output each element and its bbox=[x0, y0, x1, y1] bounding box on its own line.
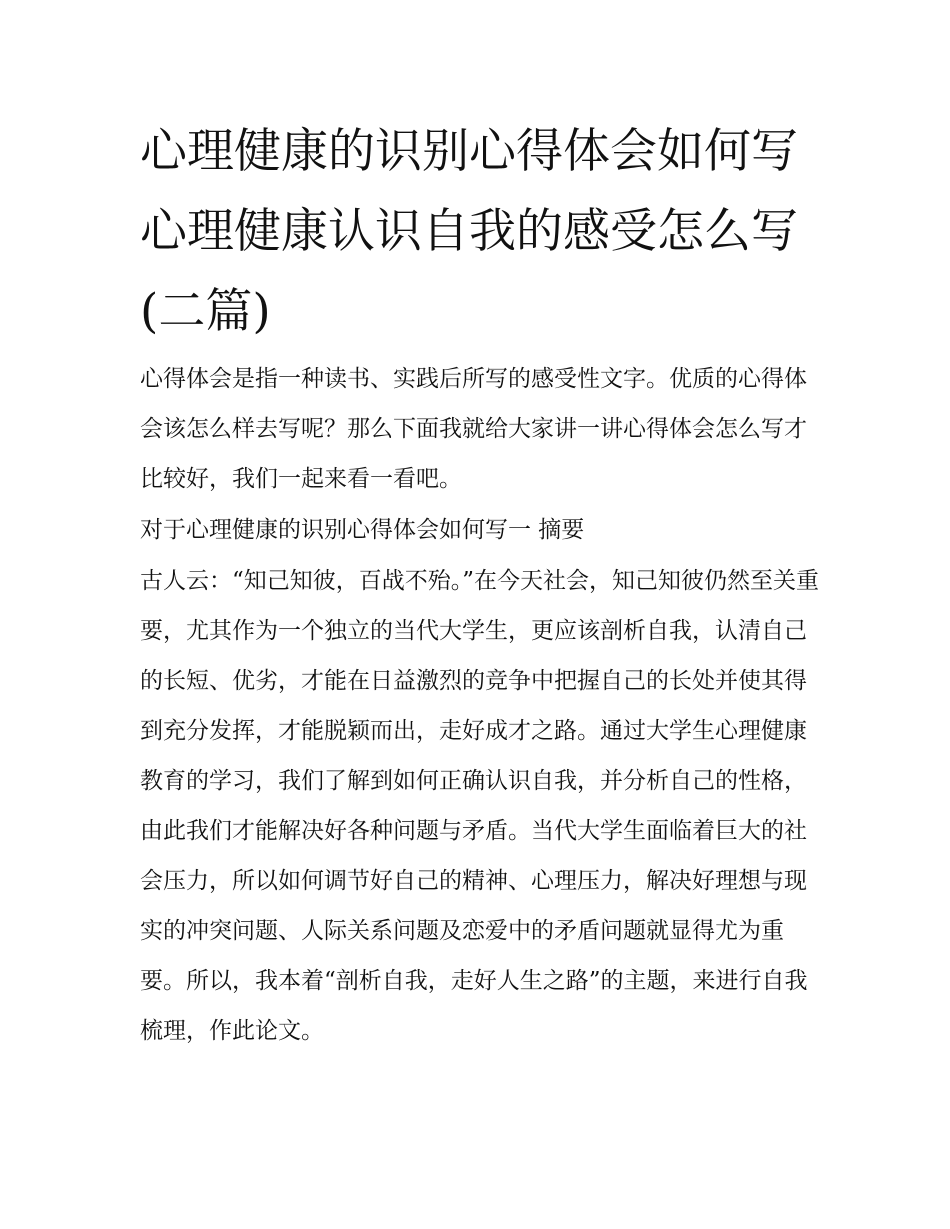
section-heading: 对于心理健康的识别心得体会如何写一 摘要 bbox=[140, 517, 585, 543]
document-title: 心理健康的识别心得体会如何写 心理健康认识自我的感受怎么写(二篇) bbox=[140, 124, 798, 339]
section-body-paragraph: 古人云：“知己知彼，百战不殆。”在今天社会，知己知彼仍然至关重要，尤其作为一个独立的当代大学生，更应该剖析自我，认清自己的长短、优劣，才能在日益激烈的竞争中把握自己的长处并使其得到充分发挥，才能脱颖而出，走好成才之路。通过大学生心理健康教育的学习，我们了解到如何正确认识自我，并分析自己的性格，由此我们才能解决好各种问题与矛盾。当代大学生面临着巨大的社会压力，所以如何调节好自己的精神、心理压力，解决好理想与现实的冲突问题、人际关系问题及恋爱中的矛盾问题就显得尤为重要。所以，我本着“剖析自我，走好人生之路”的主题，来进行自我梳理，作此论文。 bbox=[140, 568, 820, 1044]
intro-paragraph: 心得体会是指一种读书、实践后所写的感受性文字。优质的心得体会该怎么样去写呢？那么下面我就给大家讲一讲心得体会怎么写才比较好，我们一起来看一看吧。 bbox=[140, 366, 807, 492]
